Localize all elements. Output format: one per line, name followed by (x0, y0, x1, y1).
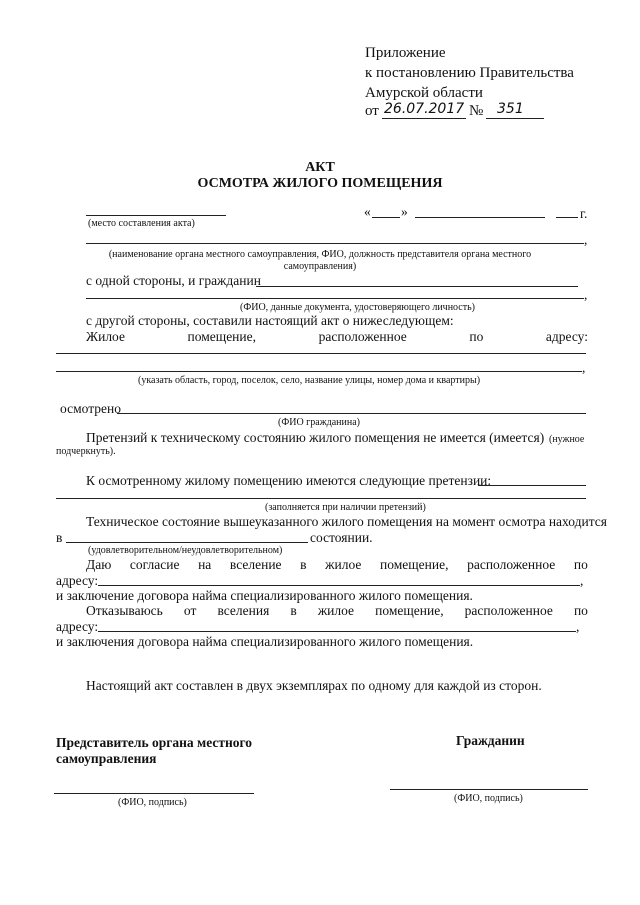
agree-address: адресу: (56, 573, 99, 588)
citizen-comma: , (584, 287, 588, 302)
agree-word: согласие (129, 557, 180, 572)
refuse-word: помещение, (375, 603, 444, 618)
sign-left-caption: (ФИО, подпись) (118, 797, 187, 808)
quote-close: » (401, 204, 408, 219)
org-line (86, 243, 584, 244)
address-line-2 (56, 371, 582, 372)
inspected-line (117, 413, 586, 414)
address-comma: , (582, 360, 586, 375)
compose-word: по (469, 329, 484, 344)
refuse-word: расположенное (464, 603, 553, 618)
citizen-caption: (ФИО, данные документа, удостоверяющего личность) (240, 302, 475, 313)
header-ot: от (365, 103, 379, 119)
copies-text: Настоящий акт составлен в двух экземплярах по одному для каждой из сторон. (86, 678, 542, 693)
refuse-address-line (98, 631, 576, 632)
compose-word: адресу: (545, 329, 588, 344)
claims-following: К осмотренному жилому помещению имеются следующие претензии: (86, 473, 492, 488)
claims-text: Претензий к техническому состоянию жилого помещения не имеется (имеется) (86, 430, 545, 445)
quote-open: « (364, 204, 371, 219)
refuse-word: Отказываюсь (86, 603, 163, 618)
compose-word: помещение, (187, 329, 257, 344)
header-appendix: Приложение (365, 45, 446, 61)
address-caption: (указать область, город, поселок, село, название улицы, номер дома и квартиры) (138, 375, 481, 386)
claims-note-1: (нужное (549, 434, 585, 445)
agree-word: вселение (229, 557, 282, 572)
claims-line-2 (56, 498, 586, 499)
refuse-word: вселения (217, 603, 270, 618)
agree-word: на (198, 557, 212, 572)
agree-word: расположенное (467, 557, 556, 572)
org-comma: , (584, 232, 588, 247)
month-line (415, 217, 545, 218)
title-main: ОСМОТРА ЖИЛОГО ПОМЕЩЕНИЯ (197, 176, 443, 191)
agree-word: в (300, 557, 307, 572)
agree-comma: , (580, 573, 584, 588)
tech-state: состоянии. (310, 530, 373, 545)
claims-note-2: подчеркнуть). (56, 446, 116, 457)
citizen-lead: с одной стороны, и гражданин (86, 273, 261, 288)
org-caption-2: самоуправления) (283, 261, 357, 272)
claims-line-1 (478, 485, 586, 486)
agree-word: помещение, (380, 557, 449, 572)
header-date: 26.07.2017 (384, 101, 465, 117)
refuse-contract: и заключения договора найма специализированного жилого помещения. (56, 634, 474, 649)
header-date-line (382, 118, 466, 119)
compose-line: с другой стороны, составили настоящий акт о нижеследующем: (86, 313, 454, 328)
sign-left-line (54, 793, 254, 794)
header-number-line (486, 118, 544, 119)
refuse-comma: , (576, 619, 580, 634)
inspected-label: осмотрено (60, 401, 121, 416)
refuse-word: в (290, 603, 297, 618)
address-line-1 (56, 353, 586, 354)
sign-citizen: Гражданин (456, 733, 525, 748)
claims-caption: (заполняется при наличии претензий) (265, 502, 426, 513)
tech-line1: Техническое состояние вышеуказанного жилого помещения на момент осмотра находится (86, 514, 608, 529)
tech-state-line (66, 542, 308, 543)
place-line (86, 215, 226, 216)
compose-words (86, 329, 588, 345)
header-number: 351 (497, 101, 524, 117)
citizen-line-2 (86, 298, 584, 299)
refuse-word: жилое (317, 603, 355, 618)
org-caption-1: (наименование органа местного самоуправления, ФИО, должность представителя органа местного (108, 249, 532, 260)
refuse-address: адресу: (56, 619, 99, 634)
title-akt: АКТ (305, 160, 335, 175)
header-decree: к постановлению Правительства (365, 65, 574, 81)
day-line (372, 217, 400, 218)
tech-caption: (удовлетворительном/неудовлетворительном) (88, 545, 283, 556)
tech-v: в (56, 530, 63, 545)
inspected-caption: (ФИО гражданина) (278, 417, 360, 428)
agree-word: Даю (86, 557, 112, 572)
agree-address-line (98, 585, 580, 586)
place-caption: (место составления акта) (88, 218, 195, 229)
header-no: № (469, 103, 484, 119)
sign-rep-2: самоуправления (56, 751, 157, 766)
sign-right-line (390, 789, 588, 790)
compose-word: расположенное (318, 329, 407, 344)
agree-contract: и заключение договора найма специализированного жилого помещения. (56, 588, 473, 603)
agree-words (86, 557, 588, 573)
refuse-word: от (183, 603, 197, 618)
refuse-word: по (573, 603, 588, 618)
citizen-line-1 (256, 286, 578, 287)
refuse-words (86, 603, 588, 619)
sign-right-caption: (ФИО, подпись) (454, 793, 523, 804)
year-suffix: г. (580, 206, 588, 221)
compose-word: Жилое (86, 329, 125, 344)
header-region: Амурской области (365, 85, 483, 101)
sign-rep-1: Представитель органа местного (56, 735, 253, 750)
agree-word: жилое (325, 557, 362, 572)
year-line (556, 217, 578, 218)
agree-word: по (573, 557, 588, 572)
